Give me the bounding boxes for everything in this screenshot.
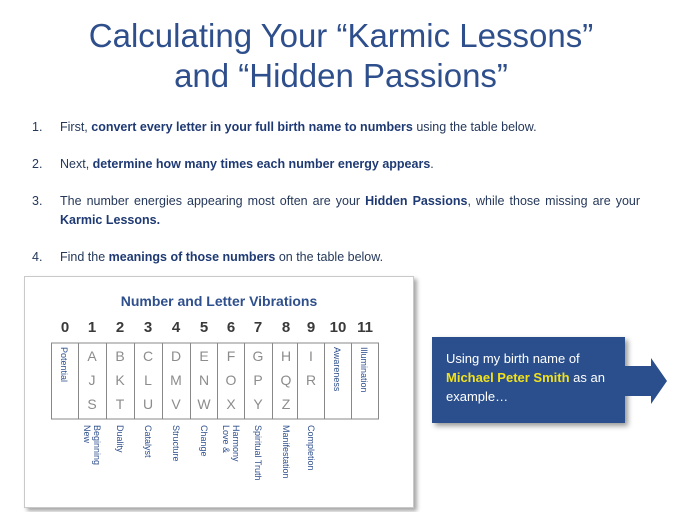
vibration-letter: H bbox=[280, 348, 292, 364]
step-emphasis: Hidden Passions bbox=[365, 194, 468, 208]
vibration-letter: E bbox=[199, 348, 209, 364]
instruction-step bbox=[32, 118, 640, 137]
vibration-meaning: Structure bbox=[171, 425, 181, 462]
page-title bbox=[0, 16, 682, 96]
instruction-step bbox=[32, 192, 640, 230]
callout-text bbox=[446, 349, 618, 406]
vibration-meaning: Duality bbox=[115, 425, 125, 453]
instruction-list bbox=[32, 118, 640, 285]
vibration-number: 11 bbox=[357, 319, 373, 336]
vibration-number: 0 bbox=[60, 319, 70, 336]
letter-grid-frame bbox=[52, 343, 379, 419]
vibration-letter: Y bbox=[253, 396, 263, 412]
vibration-letter: C bbox=[142, 348, 154, 364]
title-line-2: and “Hidden Passions” bbox=[174, 57, 508, 94]
vibration-meaning: New bbox=[82, 425, 92, 444]
vibration-number: 9 bbox=[306, 319, 316, 336]
vibration-meaning: Love & bbox=[221, 425, 231, 454]
vibration-number: 3 bbox=[143, 319, 153, 336]
vibration-number: 10 bbox=[329, 319, 347, 336]
vibration-number: 4 bbox=[171, 319, 181, 336]
step-emphasis: meanings of those numbers bbox=[108, 250, 276, 264]
vibration-side-label: Illumination bbox=[359, 347, 369, 393]
vibration-letter: B bbox=[115, 348, 125, 364]
vibration-number: 7 bbox=[253, 319, 263, 336]
vibration-meaning: Change bbox=[199, 425, 209, 457]
callout-birth-name: Michael Peter Smith bbox=[446, 370, 570, 385]
step-text: using the table below. bbox=[412, 120, 537, 134]
vibration-meaning: Completion bbox=[306, 425, 316, 471]
vibration-letter: D bbox=[170, 348, 182, 364]
step-emphasis: determine how many times each number energy appears bbox=[92, 157, 431, 171]
instruction-step bbox=[32, 248, 640, 267]
step-text: The number energies appearing most often are your bbox=[60, 194, 366, 208]
vibration-letter: A bbox=[87, 348, 97, 364]
vibration-letter: T bbox=[115, 396, 125, 412]
step-number: 2. bbox=[32, 157, 43, 171]
callout-text-after: as an example… bbox=[446, 370, 605, 404]
vibration-side-label: Potential bbox=[59, 347, 69, 383]
step-text: First, bbox=[60, 120, 92, 134]
step-text: , while those missing are your bbox=[467, 194, 641, 208]
vibration-number: 1 bbox=[87, 319, 97, 336]
vibration-number: 8 bbox=[281, 319, 291, 336]
vibration-letter: Z bbox=[281, 396, 291, 412]
vibration-letter: R bbox=[305, 372, 317, 388]
callout-text-before: Using my birth name of bbox=[446, 351, 580, 366]
vibration-letter: U bbox=[142, 396, 154, 412]
step-text: . bbox=[430, 157, 434, 171]
vibration-side-label: Awareness bbox=[332, 347, 342, 392]
vibration-letter: N bbox=[198, 372, 210, 388]
vibration-letter: Q bbox=[280, 372, 292, 388]
vibration-letter: G bbox=[252, 348, 264, 364]
vibration-meaning: Beginning bbox=[92, 425, 102, 466]
example-callout bbox=[432, 337, 625, 423]
instruction-step bbox=[32, 155, 640, 174]
vibration-letter: V bbox=[171, 396, 181, 412]
step-emphasis: convert every letter in your full birth name to numbers bbox=[91, 120, 413, 134]
vibration-letter: I bbox=[309, 348, 313, 364]
vibration-letter: X bbox=[226, 396, 236, 412]
callout-arrow-icon bbox=[623, 358, 667, 404]
vibration-letter: W bbox=[197, 396, 211, 412]
vibration-table bbox=[24, 276, 414, 508]
vibration-letter: L bbox=[144, 372, 152, 388]
step-number: 1. bbox=[32, 120, 43, 134]
step-text: on the table below. bbox=[275, 250, 384, 264]
step-text: Find the bbox=[60, 250, 109, 264]
vibration-meaning: Manifestation bbox=[281, 425, 291, 479]
vibration-letter: O bbox=[225, 372, 237, 388]
title-line-1: Calculating Your “Karmic Lessons” bbox=[88, 17, 594, 54]
vibration-letter: S bbox=[87, 396, 97, 412]
vibration-letter: F bbox=[226, 348, 236, 364]
vibration-number: 2 bbox=[115, 319, 125, 336]
vibration-letter: P bbox=[253, 372, 263, 388]
table-title: Number and Letter Vibrations bbox=[120, 293, 318, 309]
vibration-meaning: Harmony bbox=[231, 425, 241, 462]
step-number: 4. bbox=[32, 250, 43, 264]
step-emphasis: Karmic Lessons. bbox=[60, 213, 161, 227]
vibration-number: 5 bbox=[199, 319, 209, 336]
step-number: 3. bbox=[32, 194, 43, 208]
vibration-letter: M bbox=[170, 372, 182, 388]
vibration-table-graphic bbox=[25, 277, 413, 507]
vibration-meaning: Catalyst bbox=[143, 425, 153, 458]
vibration-number: 6 bbox=[226, 319, 236, 336]
vibration-meaning: Spiritual Truth bbox=[253, 425, 263, 481]
vibration-letter: K bbox=[115, 372, 125, 388]
vibration-letter: J bbox=[88, 372, 96, 388]
step-text: Next, bbox=[60, 157, 93, 171]
